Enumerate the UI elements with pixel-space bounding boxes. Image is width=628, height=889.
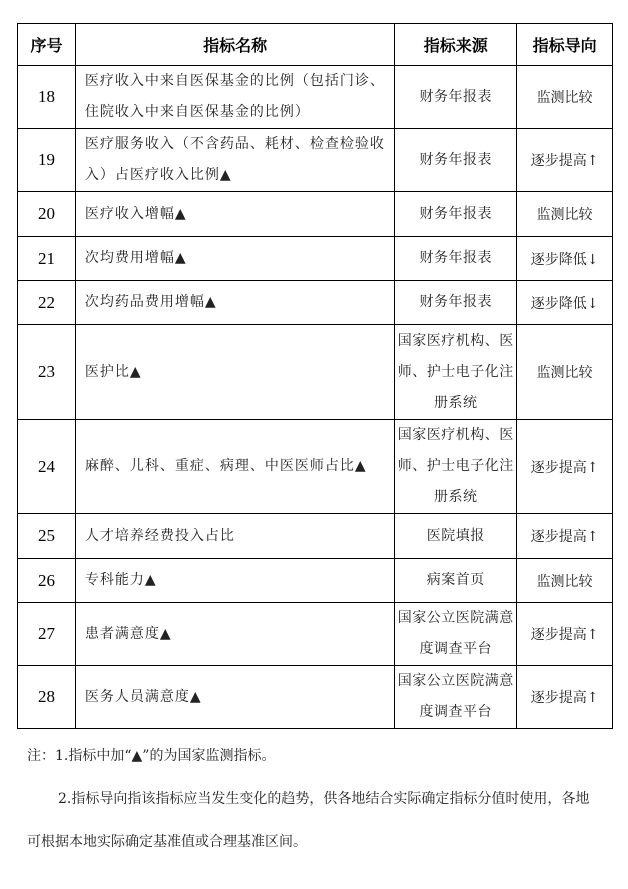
- indicator-direction: 逐步提高↑: [517, 129, 613, 192]
- table-row: [18, 281, 613, 325]
- indicator-source: 病案首页: [395, 559, 517, 603]
- notes: [27, 735, 597, 864]
- row-number: 21: [18, 237, 76, 281]
- indicator-source: 医院填报: [395, 514, 517, 559]
- row-number: 28: [18, 666, 76, 729]
- indicator-name: 专科能力▲: [75, 559, 394, 603]
- indicator-source: 国家医疗机构、医师、护士电子化注册系统: [395, 420, 517, 514]
- indicator-source: 国家医疗机构、医师、护士电子化注册系统: [395, 325, 517, 420]
- indicator-direction: 监测比较: [517, 192, 613, 237]
- indicator-source: 财务年报表: [395, 237, 517, 281]
- header-source: 指标来源: [395, 24, 517, 66]
- header-direction: 指标导向: [517, 24, 613, 66]
- indicator-direction: 监测比较: [517, 325, 613, 420]
- indicator-name: 人才培养经费投入占比: [75, 514, 394, 559]
- indicator-direction: 逐步提高↑: [517, 603, 613, 666]
- indicator-source: 国家公立医院满意度调查平台: [395, 666, 517, 729]
- indicator-source: 财务年报表: [395, 281, 517, 325]
- table-row: [18, 666, 613, 729]
- table-row: [18, 514, 613, 559]
- table-row: [18, 192, 613, 237]
- indicator-table: [17, 23, 613, 729]
- header-name: 指标名称: [75, 24, 394, 66]
- row-number: 18: [18, 66, 76, 129]
- indicator-name: 医疗收入增幅▲: [75, 192, 394, 237]
- indicator-direction: 监测比较: [517, 66, 613, 129]
- indicator-name: 患者满意度▲: [75, 603, 394, 666]
- table-row: [18, 66, 613, 129]
- row-number: 23: [18, 325, 76, 420]
- indicator-name: 医护比▲: [75, 325, 394, 420]
- indicator-source: 国家公立医院满意度调查平台: [395, 603, 517, 666]
- table-row: [18, 237, 613, 281]
- indicator-direction: 逐步提高↑: [517, 514, 613, 559]
- table-row: [18, 559, 613, 603]
- row-number: 22: [18, 281, 76, 325]
- table-row: [18, 325, 613, 420]
- row-number: 27: [18, 603, 76, 666]
- indicator-direction: 逐步降低↓: [517, 281, 613, 325]
- indicator-source: 财务年报表: [395, 192, 517, 237]
- indicator-name: 次均费用增幅▲: [75, 237, 394, 281]
- header-no: 序号: [18, 24, 76, 66]
- indicator-direction: 逐步提高↑: [517, 420, 613, 514]
- table-row: [18, 603, 613, 666]
- indicator-direction: 监测比较: [517, 559, 613, 603]
- row-number: 20: [18, 192, 76, 237]
- row-number: 24: [18, 420, 76, 514]
- table-row: [18, 129, 613, 192]
- indicator-name: 医务人员满意度▲: [75, 666, 394, 729]
- table-row: [18, 420, 613, 514]
- note-2: 2.指标导向指该指标应当发生变化的趋势，供各地结合实际确定指标分值时使用，各地可根据本地实际确定基准值或合理基准区间。: [27, 791, 590, 850]
- indicator-source: 财务年报表: [395, 66, 517, 129]
- indicator-direction: 逐步降低↓: [517, 237, 613, 281]
- indicator-name: 医疗收入中来自医保基金的比例（包括门诊、住院收入中来自医保基金的比例）: [75, 66, 394, 129]
- indicator-name: 麻醉、儿科、重症、病理、中医医师占比▲: [75, 420, 394, 514]
- row-number: 26: [18, 559, 76, 603]
- indicator-name: 医疗服务收入（不含药品、耗材、检查检验收入）占医疗收入比例▲: [75, 129, 394, 192]
- row-number: 25: [18, 514, 76, 559]
- indicator-direction: 逐步提高↑: [517, 666, 613, 729]
- indicator-name: 次均药品费用增幅▲: [75, 281, 394, 325]
- note-1: 注：1.指标中加“▲”的为国家监测指标。: [27, 748, 276, 764]
- header-row: [18, 24, 613, 66]
- row-number: 19: [18, 129, 76, 192]
- indicator-source: 财务年报表: [395, 129, 517, 192]
